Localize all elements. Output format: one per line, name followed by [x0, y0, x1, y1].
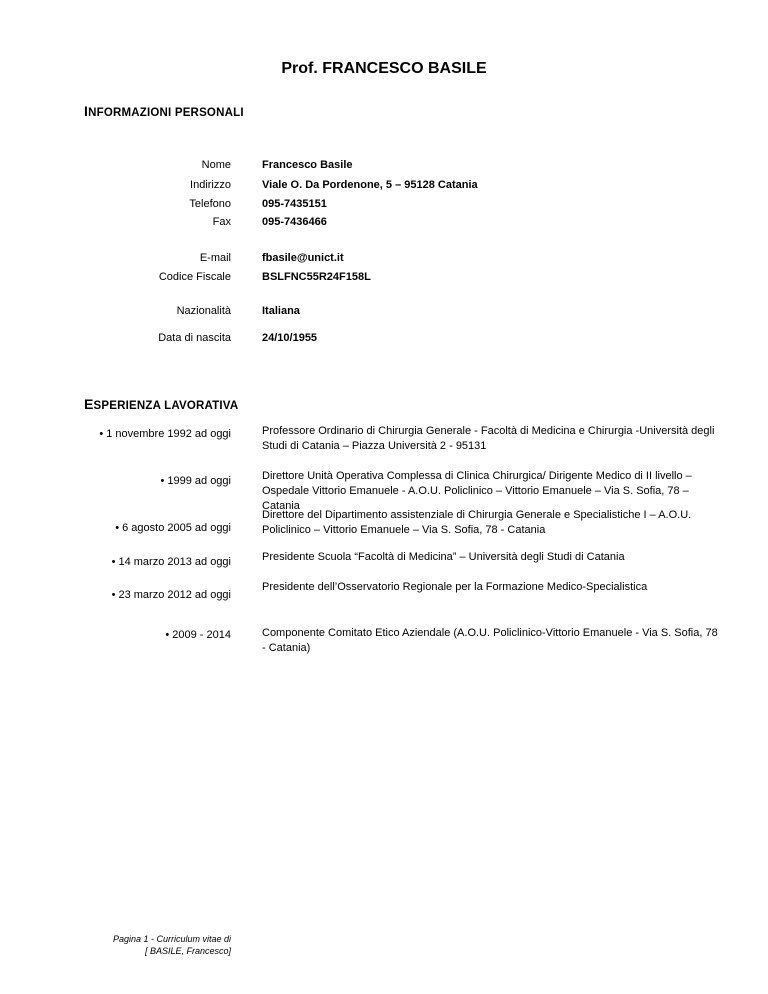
phone-value: 095-7435151: [262, 198, 327, 210]
experience-description: Professore Ordinario di Chirurgia Generale - Facoltà di Medicina e Chirurgia -Università degli Studi di Catania – Piazza Università 2 - 95131: [262, 425, 715, 452]
tax-code-value: BSLFNC55R24F158L: [262, 271, 371, 283]
footer-line: Pagina 1 - Curriculum vitae di: [112, 934, 231, 944]
experience-description: Direttore Unità Operativa Complessa di Clinica Chirurgica/ Dirigente Medico di II livello – Ospedale Vittorio Emanuele - A.O.U. Policlinico – Vittorio Emanuele – Via S. Sofia, 78 – Catania: [262, 470, 692, 512]
fax-value: 095-7436466: [262, 216, 327, 228]
page-title: Prof. FRANCESCO BASILE: [281, 60, 487, 77]
page-footer: [113, 933, 231, 957]
email-label: E-mail: [199, 252, 231, 264]
experience-date: • 6 agosto 2005 ad oggi: [115, 522, 231, 534]
name-label: Nome: [201, 159, 231, 171]
tax-code-label: Codice Fiscale: [158, 271, 231, 283]
experience-description: Componente Comitato Etico Aziendale (A.O.U. Policlinico-Vittorio Emanuele - Via S. Sofia, 78 - Catania): [262, 627, 718, 654]
nationality-label: Nazionalità: [176, 305, 231, 317]
address-value: Viale O. Da Pordenone, 5 – 95128 Catania: [262, 179, 478, 191]
work-experience-heading: ESPERIENZA LAVORATIVA: [84, 396, 239, 412]
address-label: Indirizzo: [190, 179, 231, 191]
experience-date: • 14 marzo 2013 ad oggi: [111, 556, 231, 568]
experience-description: Presidente Scuola “Facoltà di Medicina” – Università degli Studi di Catania: [262, 551, 625, 563]
nationality-value: Italiana: [262, 305, 300, 317]
experience-date: • 1999 ad oggi: [160, 475, 231, 487]
experience-date: • 1 novembre 1992 ad oggi: [99, 428, 231, 440]
birth-date-value: 24/10/1955: [262, 332, 318, 344]
name-value: Francesco Basile: [262, 159, 353, 171]
experience-description: Presidente dell’Osservatorio Regionale per la Formazione Medico-Specialistica: [262, 581, 648, 593]
fax-label: Fax: [212, 216, 231, 228]
experience-date: • 2009 - 2014: [165, 629, 231, 641]
birth-date-label: Data di nascita: [158, 332, 231, 344]
experience-date: • 23 marzo 2012 ad oggi: [111, 589, 231, 601]
experience-description: Direttore del Dipartimento assistenziale di Chirurgia Generale e Specialistiche I – A.O.U. Policlinico – Vittorio Emanuele – Via S. Sofia, 78 - Catania: [262, 509, 692, 536]
phone-label: Telefono: [189, 198, 231, 210]
personal-info-heading: INFORMAZIONI PERSONALI: [84, 103, 244, 119]
email-value: fbasile@unict.it: [262, 252, 344, 264]
footer-line: [ BASILE, Francesco]: [144, 946, 231, 956]
